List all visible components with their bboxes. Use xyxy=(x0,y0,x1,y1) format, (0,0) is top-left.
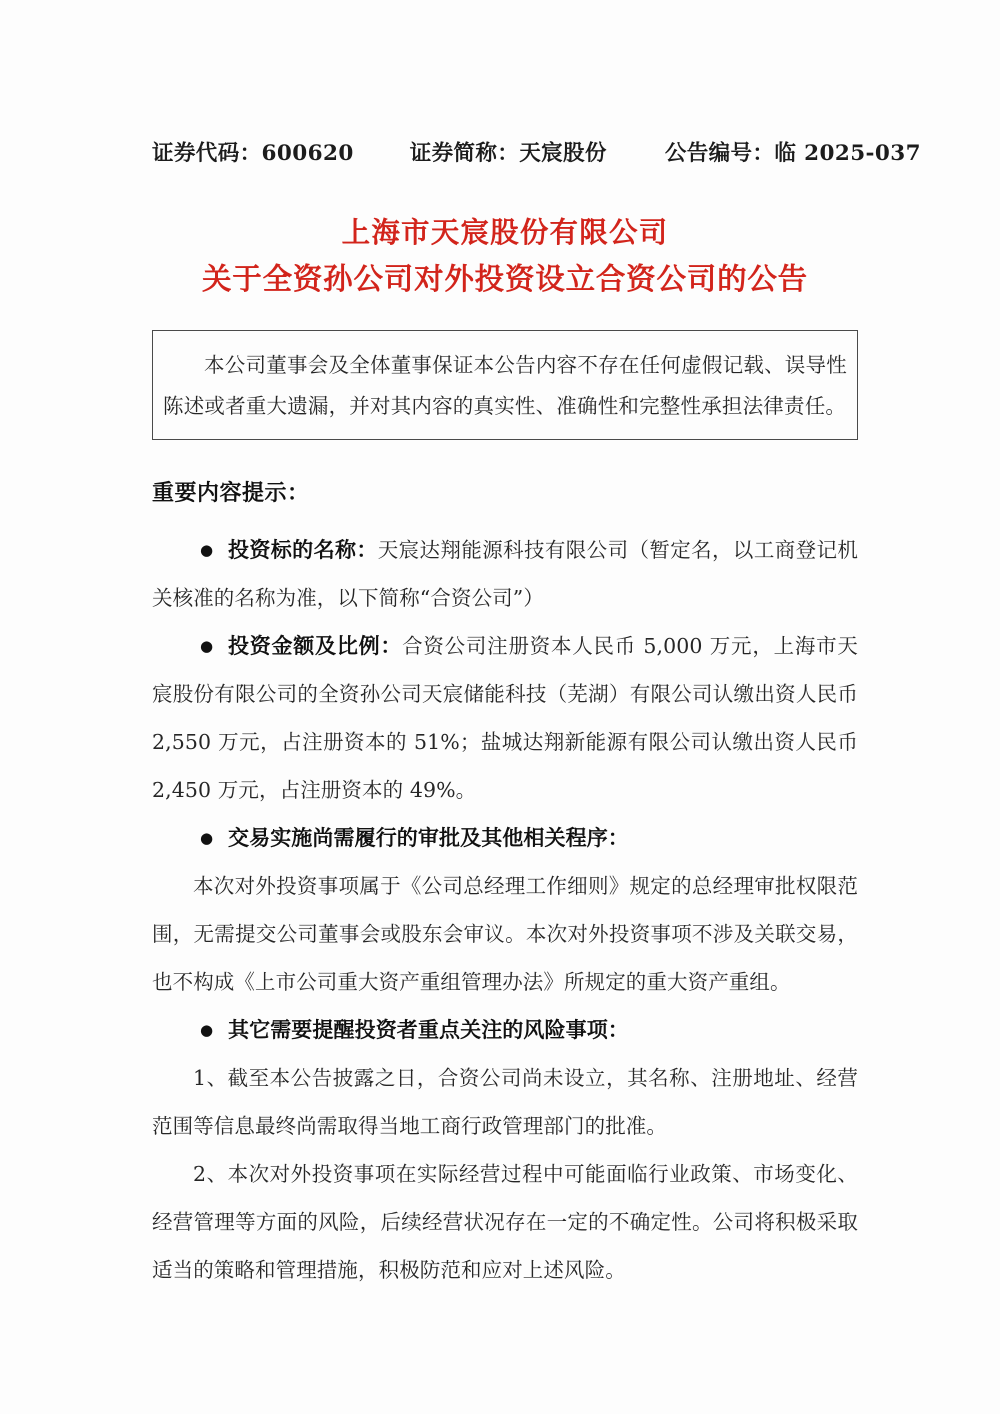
notice-item-label: 交易实施尚需履行的审批及其他相关程序： xyxy=(228,826,629,850)
security-code xyxy=(152,136,354,167)
bullet-icon: ● xyxy=(200,1021,214,1039)
notice-item-text: 合资公司注册资本人民币 5,000 万元，上海市天宸股份有限公司的全资孙公司天宸储能科技（芜湖）有限公司认缴出资人民币 2,550 万元，占注册资本的 51%；盐城达翔新能源有限公司认缴出资人民币 2,450 万元，占注册资本的 49%。 xyxy=(152,634,858,802)
notice-item-investment-amount xyxy=(152,622,858,814)
document-title-block xyxy=(152,210,858,302)
page-title-company: 上海市天宸股份有限公司 xyxy=(341,216,669,249)
announcement-number xyxy=(665,136,921,167)
bullet-icon: ● xyxy=(200,829,214,847)
notice-item-text: 天宸达翔能源科技有限公司（暂定名，以工商登记机关核准的名称为准，以下简称“合资公司”） xyxy=(152,538,858,610)
bullet-icon: ● xyxy=(200,637,214,655)
notice-item-investment-target xyxy=(152,526,858,622)
security-name-value: 天宸股份 xyxy=(519,141,607,166)
security-name xyxy=(410,136,607,167)
security-name-label: 证券简称： xyxy=(409,141,520,166)
notice-item-risk-heading xyxy=(152,1006,858,1054)
notice-item-approval-procedures xyxy=(152,814,858,862)
security-code-label: 证券代码： xyxy=(152,141,262,166)
announcement-number-value: 临 2025-037 xyxy=(774,141,921,166)
risk-item-1: 1、截至本公告披露之日，合资公司尚未设立，其名称、注册地址、经营范围等信息最终尚需取得当地工商行政管理部门的批准。 xyxy=(152,1066,858,1138)
page-title-subject: 关于全资孙公司对外投资设立合资公司的公告 xyxy=(201,262,808,296)
risk-item-2: 2、本次对外投资事项在实际经营过程中可能面临行业政策、市场变化、经营管理等方面的风险，后续经营状况存在一定的不确定性。公司将积极采取适当的策略和管理措施，积极防范和应对上述风险。 xyxy=(152,1162,858,1282)
notice-item-label: 投资标的名称： xyxy=(228,538,378,562)
notice-item-label: 其它需要提醒投资者重点关注的风险事项： xyxy=(228,1018,629,1042)
bullet-icon: ● xyxy=(200,541,214,559)
approval-paragraph: 本次对外投资事项属于《公司总经理工作细则》规定的总经理审批权限范围，无需提交公司董事会或股东会审议。本次对外投资事项不涉及关联交易，也不构成《上市公司重大资产重组管理办法》所规定的重大资产重组。 xyxy=(152,874,858,994)
document-body xyxy=(152,470,858,1294)
security-code-value: 600620 xyxy=(261,141,354,166)
announcement-number-label: 公告编号： xyxy=(664,141,775,166)
notice-item-label: 投资金额及比例： xyxy=(228,634,403,658)
document-header-line xyxy=(152,136,921,167)
important-notice-heading: 重要内容提示： xyxy=(152,481,310,506)
disclaimer-text: 本公司董事会及全体董事保证本公告内容不存在任何虚假记载、误导性陈述或者重大遗漏，并对其内容的真实性、准确性和完整性承担法律责任。 xyxy=(163,353,847,418)
disclaimer-box xyxy=(152,330,858,440)
